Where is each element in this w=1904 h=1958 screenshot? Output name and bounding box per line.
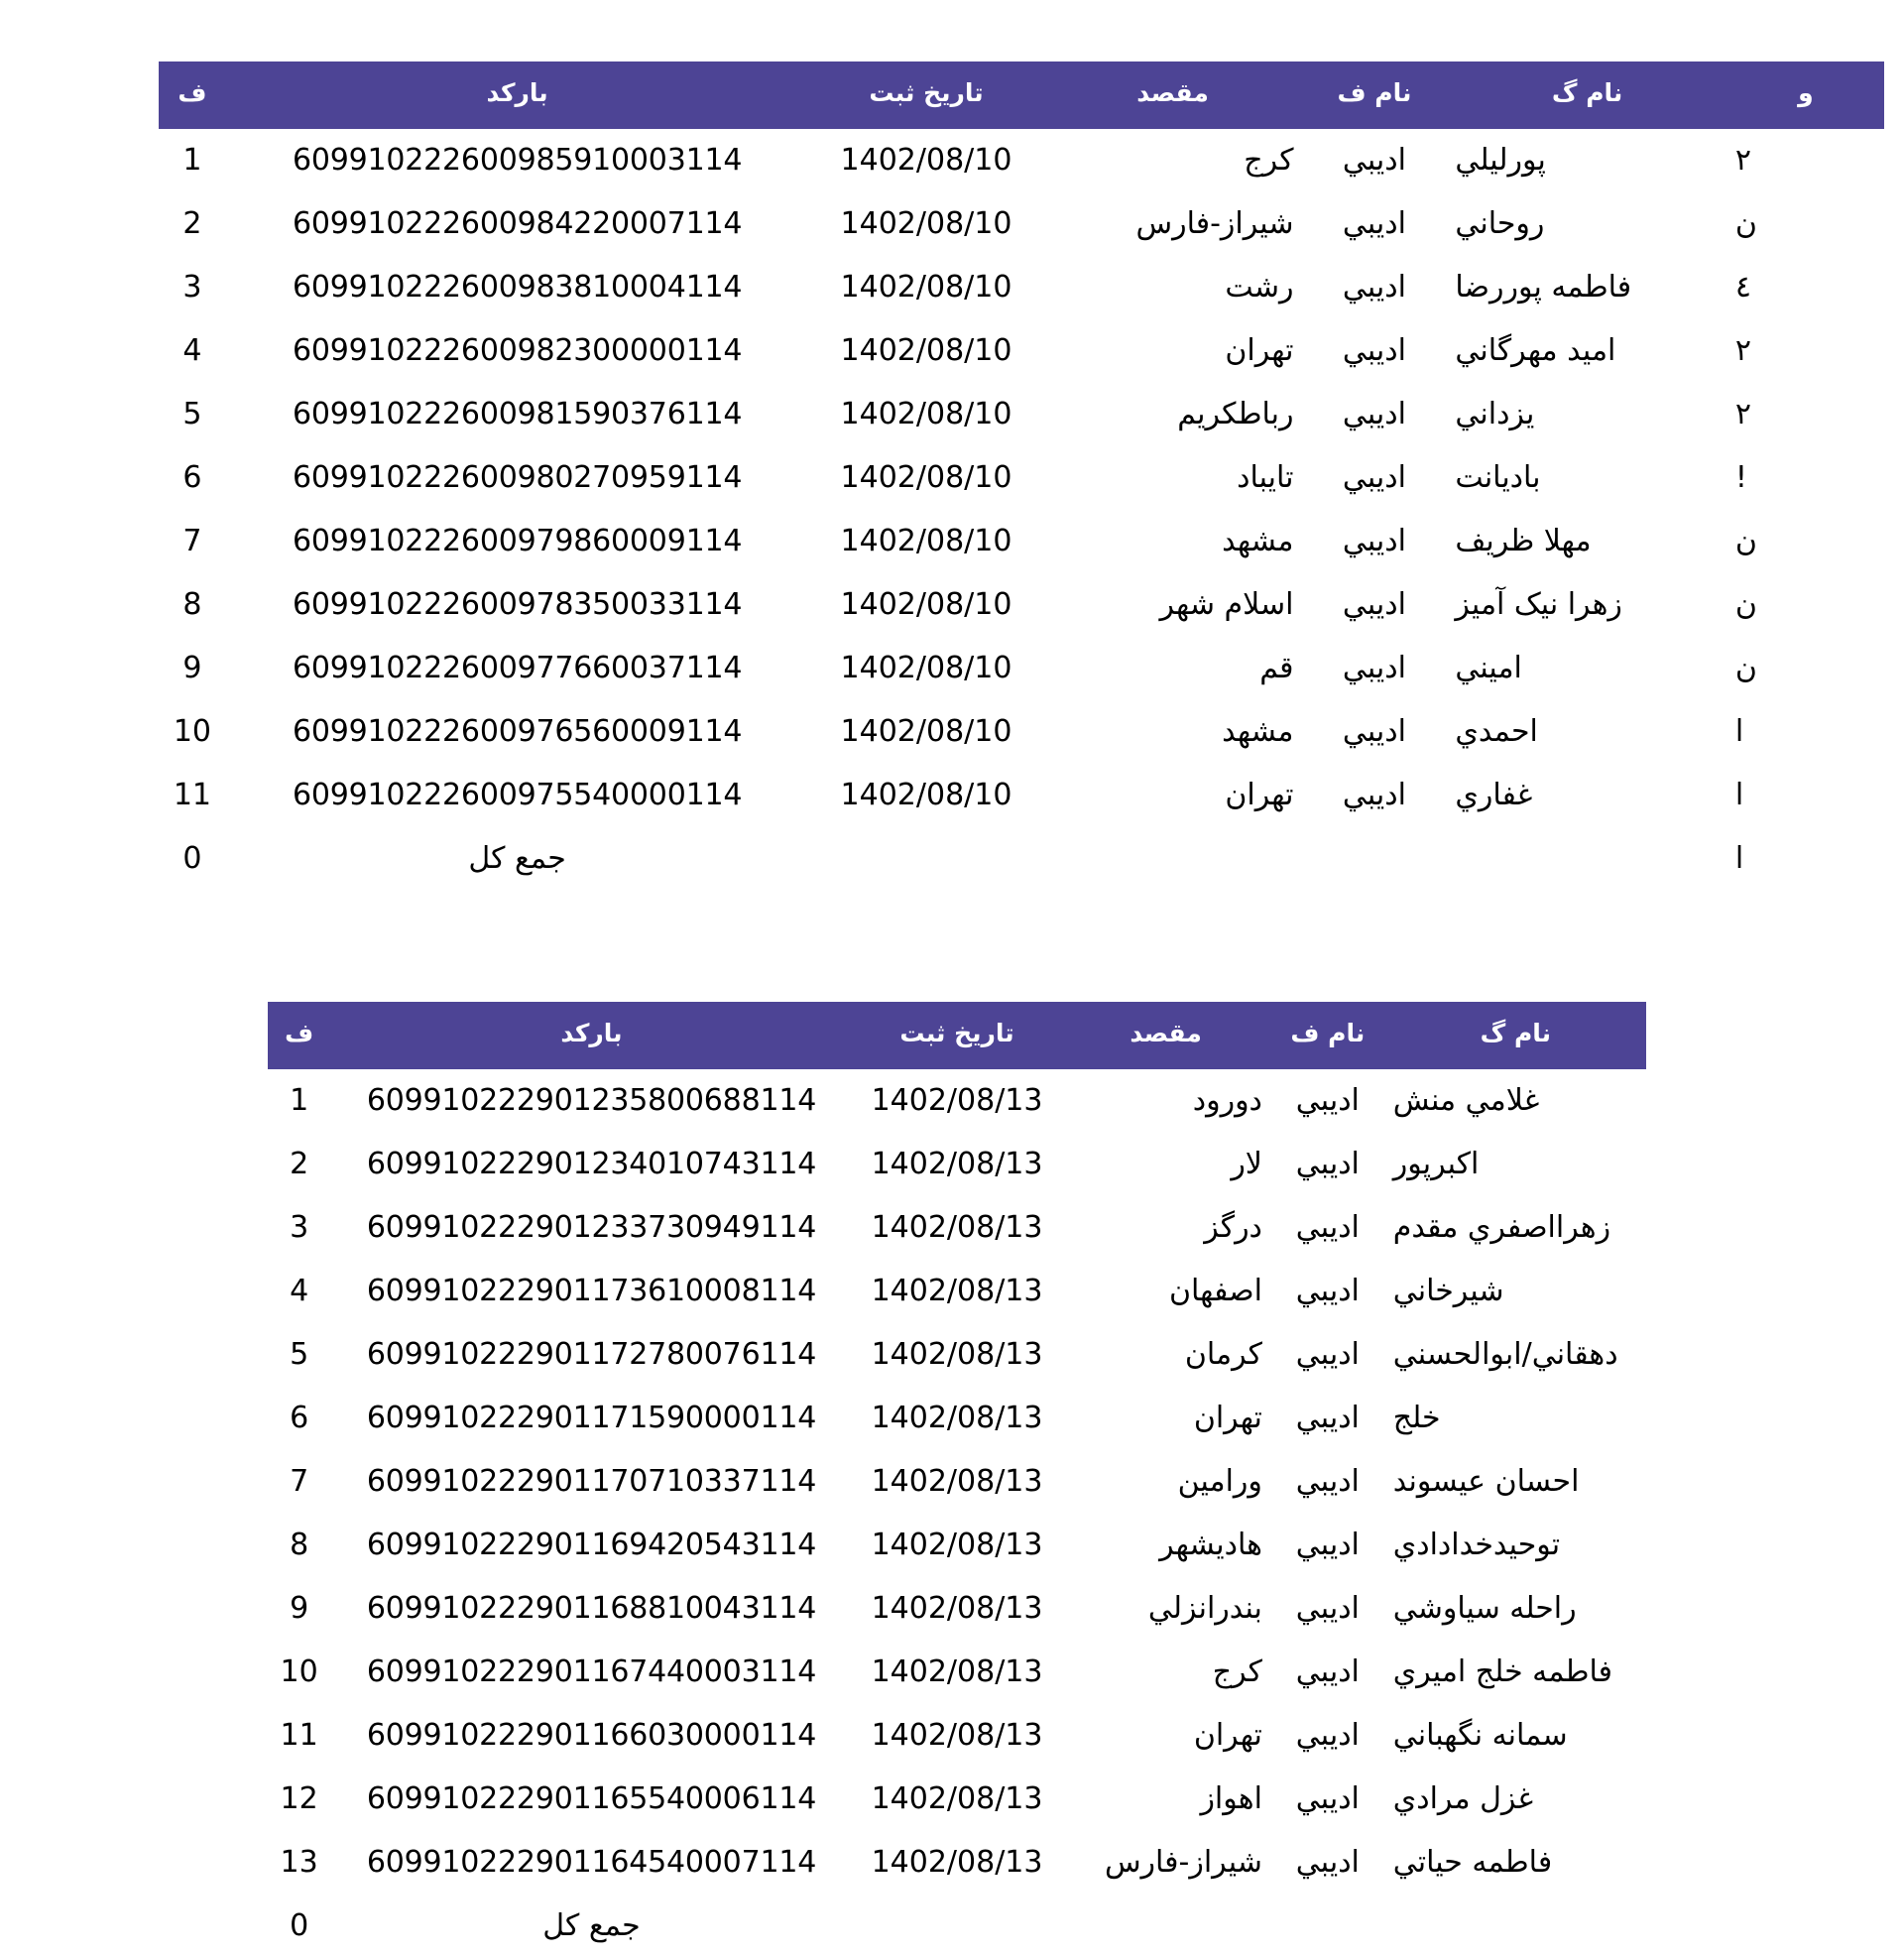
cell-date: 1402/08/13 — [871, 1590, 1043, 1626]
total-spacer — [853, 1895, 1062, 1958]
cell-name-g: زهرا نیک آمیز — [1455, 586, 1622, 622]
cell-name-f: ادیبي — [1342, 396, 1406, 431]
cell-barcode: 609910222901234010743114 — [366, 1146, 817, 1181]
cell-name-g: احسان عیسوند — [1392, 1463, 1580, 1499]
cell-name-f: ادیبي — [1342, 586, 1406, 622]
total-row — [268, 1895, 1646, 1958]
cell-name-g: بادیانت — [1455, 459, 1541, 495]
cell-name-g: فاطمه حیاتي — [1392, 1844, 1553, 1880]
cell-destination: رشت — [1225, 269, 1294, 305]
total-spacer — [1385, 1895, 1646, 1958]
cell-row-number: 2 — [182, 205, 202, 241]
table-row[interactable] — [159, 637, 1884, 700]
cell-destination: کرمان — [1184, 1336, 1262, 1372]
cell-name-f: ادیبي — [1342, 269, 1406, 305]
cell-name-g: دهقاني/ابوالحسني — [1392, 1336, 1618, 1372]
table-body — [268, 1069, 1646, 1958]
cell-row-number: 10 — [173, 713, 212, 749]
cell-date: 1402/08/13 — [871, 1209, 1043, 1245]
barcode-table — [268, 1002, 1646, 1958]
cell-name-f: ادیبي — [1295, 1209, 1360, 1245]
cell-barcode: 609910222901172780076114 — [366, 1336, 817, 1372]
table-row[interactable] — [159, 192, 1884, 256]
column-header-date[interactable]: تاریخ ثبت — [853, 1002, 1062, 1069]
cell-barcode: 609910222600977660037114 — [292, 650, 743, 685]
cell-barcode: 609910222600975540000114 — [292, 777, 743, 812]
cell-extra: ٤ — [1734, 269, 1751, 305]
table-row[interactable] — [159, 510, 1884, 573]
cell-name-f: ادیبي — [1342, 523, 1406, 558]
table-row[interactable] — [159, 700, 1884, 764]
table-header — [268, 1002, 1646, 1069]
cell-row-number: 5 — [290, 1336, 309, 1372]
header-row — [159, 61, 1884, 129]
cell-barcode: 609910222901171590000114 — [366, 1400, 817, 1435]
table-row[interactable] — [159, 573, 1884, 637]
cell-destination: تهران — [1193, 1400, 1262, 1435]
cell-date: 1402/08/10 — [840, 396, 1012, 431]
cell-destination: مشهد — [1222, 713, 1294, 749]
cell-barcode: 609910222600983810004114 — [292, 269, 743, 305]
header-row — [268, 1002, 1646, 1069]
cell-row-number: 11 — [173, 777, 212, 812]
cell-name-g: زهرااصفري مقدم — [1392, 1209, 1611, 1245]
cell-name-g: سمانه نگهباني — [1392, 1717, 1568, 1753]
total-spacer — [1061, 1895, 1270, 1958]
cell-row-number: 5 — [182, 396, 202, 431]
cell-date: 1402/08/13 — [871, 1146, 1043, 1181]
cell-row-number: 12 — [280, 1780, 318, 1816]
cell-destination: لار — [1231, 1146, 1262, 1181]
table-row[interactable] — [268, 1641, 1646, 1704]
cell-destination: کرج — [1244, 142, 1294, 178]
cell-extra: ٢ — [1734, 396, 1751, 431]
cell-barcode: 609910222901166030000114 — [366, 1717, 817, 1753]
table-row[interactable] — [268, 1133, 1646, 1196]
cell-name-g: پورلیلي — [1455, 142, 1546, 178]
cell-barcode: 609910222600981590376114 — [292, 396, 743, 431]
cell-name-f: ادیبي — [1295, 1590, 1360, 1626]
cell-row-number: 6 — [182, 459, 202, 495]
cell-name-g: غفاري — [1455, 777, 1533, 812]
table-body — [159, 129, 1884, 891]
column-header-barcode[interactable]: بارکد — [330, 1002, 853, 1069]
column-header-destination[interactable]: مقصد — [1061, 1002, 1270, 1069]
cell-barcode: 609910222600982300000114 — [292, 332, 743, 368]
report-table-2 — [268, 1002, 1646, 1958]
cell-destination: اهواز — [1200, 1780, 1262, 1816]
table-row[interactable] — [268, 1196, 1646, 1260]
cell-destination: تهران — [1225, 332, 1294, 368]
cell-extra: ٢ — [1734, 142, 1751, 178]
cell-row-number: 13 — [280, 1844, 318, 1880]
total-row-number: 0 — [182, 840, 202, 876]
total-spacer — [1447, 827, 1726, 891]
cell-name-g: فاطمه پوررضا — [1455, 269, 1632, 305]
table-row[interactable] — [268, 1831, 1646, 1895]
cell-date: 1402/08/10 — [840, 586, 1012, 622]
cell-name-f: ادیبي — [1342, 205, 1406, 241]
cell-barcode: 609910222600980270959114 — [292, 459, 743, 495]
cell-date: 1402/08/13 — [871, 1400, 1043, 1435]
cell-name-f: ادیبي — [1295, 1527, 1360, 1562]
cell-date: 1402/08/10 — [840, 777, 1012, 812]
cell-destination: مشهد — [1222, 523, 1294, 558]
cell-row-number: 7 — [182, 523, 202, 558]
cell-destination: تهران — [1193, 1717, 1262, 1753]
column-header-barcode[interactable]: بارکد — [226, 61, 809, 129]
cell-row-number: 3 — [182, 269, 202, 305]
cell-barcode: 609910222901235800688114 — [366, 1082, 817, 1118]
total-spacer — [1302, 827, 1448, 891]
column-header-destination[interactable]: مقصد — [1044, 61, 1302, 129]
cell-name-g: راحله سیاوشي — [1392, 1590, 1577, 1626]
cell-barcode: 609910222600976560009114 — [292, 713, 743, 749]
cell-extra: ن — [1734, 205, 1757, 241]
table-row[interactable] — [268, 1768, 1646, 1831]
cell-destination: کرج — [1212, 1653, 1262, 1689]
cell-destination: ورامین — [1177, 1463, 1262, 1499]
cell-destination: قم — [1259, 650, 1294, 685]
total-row — [159, 827, 1884, 891]
column-header-name-f[interactable]: نام ف — [1302, 61, 1448, 129]
cell-row-number: 11 — [280, 1717, 318, 1753]
table-row[interactable] — [268, 1514, 1646, 1577]
cell-destination: تایباد — [1237, 459, 1294, 495]
cell-barcode: 609910222901167440003114 — [366, 1653, 817, 1689]
barcode-table — [159, 61, 1884, 891]
cell-name-g: یزداني — [1455, 396, 1535, 431]
cell-row-number: 7 — [290, 1463, 309, 1499]
table-row[interactable] — [268, 1387, 1646, 1450]
cell-date: 1402/08/10 — [840, 650, 1012, 685]
cell-date: 1402/08/13 — [871, 1336, 1043, 1372]
table-row[interactable] — [268, 1704, 1646, 1768]
cell-name-g: توحیدخدادادي — [1392, 1527, 1561, 1562]
cell-barcode: 609910222600978350033114 — [292, 586, 743, 622]
cell-name-g: امیني — [1455, 650, 1522, 685]
cell-extra: ن — [1734, 650, 1757, 685]
cell-name-g: خلج — [1392, 1400, 1441, 1435]
cell-date: 1402/08/10 — [840, 713, 1012, 749]
cell-name-g: شیرخاني — [1392, 1273, 1504, 1308]
total-label: جمع کل — [542, 1907, 641, 1943]
cell-name-f: ادیبي — [1295, 1400, 1360, 1435]
cell-row-number: 4 — [290, 1273, 309, 1308]
cell-row-number: 1 — [182, 142, 202, 178]
cell-row-number: 8 — [290, 1527, 309, 1562]
total-row-number: 0 — [290, 1907, 309, 1943]
cell-name-g: احمدي — [1455, 713, 1538, 749]
total-spacer — [1270, 1895, 1385, 1958]
cell-destination: رباطکریم — [1177, 396, 1294, 431]
cell-barcode: 609910222901164540007114 — [366, 1844, 817, 1880]
cell-row-number: 9 — [182, 650, 202, 685]
cell-barcode: 609910222600984220007114 — [292, 205, 743, 241]
table-row[interactable] — [159, 446, 1884, 510]
cell-row-number: 4 — [182, 332, 202, 368]
cell-name-f: ادیبي — [1295, 1653, 1360, 1689]
cell-date: 1402/08/13 — [871, 1844, 1043, 1880]
cell-name-g: مهلا ظریف — [1455, 523, 1592, 558]
total-spacer — [808, 827, 1043, 891]
cell-destination: بندرانزلي — [1147, 1590, 1262, 1626]
column-header-name-g[interactable]: نام گ — [1447, 61, 1726, 129]
cell-row-number: 9 — [290, 1590, 309, 1626]
cell-name-f: ادیبي — [1342, 332, 1406, 368]
total-spacer — [1044, 827, 1302, 891]
cell-name-f: ادیبي — [1342, 142, 1406, 178]
cell-barcode: 609910222901165540006114 — [366, 1780, 817, 1816]
cell-name-f: ادیبي — [1295, 1336, 1360, 1372]
column-header-row-number[interactable]: ف — [159, 61, 226, 129]
table-row[interactable] — [268, 1260, 1646, 1323]
cell-date: 1402/08/10 — [840, 332, 1012, 368]
cell-destination: هادیشهر — [1159, 1527, 1262, 1562]
cell-name-f: ادیبي — [1295, 1844, 1360, 1880]
cell-extra: ا — [1734, 713, 1744, 749]
cell-destination: شیراز-فارس — [1135, 205, 1294, 241]
cell-barcode: 609910222901169420543114 — [366, 1527, 817, 1562]
cell-extra: ن — [1734, 586, 1757, 622]
cell-barcode: 609910222901168810043114 — [366, 1590, 817, 1626]
cell-name-g: اکبرپور — [1392, 1146, 1480, 1181]
table-row[interactable] — [268, 1323, 1646, 1387]
table-row[interactable] — [159, 764, 1884, 827]
cell-barcode: 609910222600979860009114 — [292, 523, 743, 558]
cell-destination: اسلام شهر — [1159, 586, 1294, 622]
cell-name-f: ادیبي — [1342, 777, 1406, 812]
table-row[interactable] — [159, 319, 1884, 383]
cell-name-f: ادیبي — [1295, 1463, 1360, 1499]
cell-barcode: 609910222901170710337114 — [366, 1463, 817, 1499]
column-header-row-number[interactable]: ف — [268, 1002, 330, 1069]
report-table-1 — [159, 61, 1884, 891]
total-extra: ا — [1734, 840, 1744, 876]
cell-row-number: 10 — [280, 1653, 318, 1689]
cell-row-number: 3 — [290, 1209, 309, 1245]
cell-name-g: غلامي منش — [1392, 1082, 1540, 1118]
table-row[interactable] — [159, 256, 1884, 319]
cell-destination: شیراز-فارس — [1104, 1844, 1262, 1880]
cell-extra: ٢ — [1734, 332, 1751, 368]
cell-row-number: 8 — [182, 586, 202, 622]
cell-barcode: 609910222600985910003114 — [292, 142, 743, 178]
total-label: جمع کل — [468, 840, 566, 876]
cell-date: 1402/08/10 — [840, 269, 1012, 305]
cell-date: 1402/08/13 — [871, 1463, 1043, 1499]
cell-name-f: ادیبي — [1342, 650, 1406, 685]
cell-destination: تهران — [1225, 777, 1294, 812]
cell-barcode: 609910222901173610008114 — [366, 1273, 817, 1308]
cell-name-g: روحاني — [1455, 205, 1545, 241]
cell-name-g: امید مهرگاني — [1455, 332, 1616, 368]
table-row[interactable] — [268, 1577, 1646, 1641]
cell-destination: درگز — [1204, 1209, 1262, 1245]
cell-destination: دورود — [1192, 1082, 1262, 1118]
cell-date: 1402/08/10 — [840, 142, 1012, 178]
cell-barcode: 609910222901233730949114 — [366, 1209, 817, 1245]
column-header-date[interactable]: تاریخ ثبت — [808, 61, 1043, 129]
table-row[interactable] — [159, 129, 1884, 192]
cell-name-f: ادیبي — [1295, 1082, 1360, 1118]
column-header-name-f[interactable]: نام ف — [1270, 1002, 1385, 1069]
cell-name-f: ادیبي — [1295, 1717, 1360, 1753]
cell-date: 1402/08/10 — [840, 459, 1012, 495]
cell-name-f: ادیبي — [1295, 1273, 1360, 1308]
cell-date: 1402/08/13 — [871, 1780, 1043, 1816]
column-header-extra[interactable]: و — [1727, 61, 1884, 129]
cell-extra: ا — [1734, 777, 1744, 812]
cell-name-g: فاطمه خلج امیري — [1392, 1653, 1612, 1689]
cell-name-f: ادیبي — [1295, 1146, 1360, 1181]
cell-date: 1402/08/13 — [871, 1653, 1043, 1689]
table-row[interactable] — [268, 1450, 1646, 1514]
cell-date: 1402/08/13 — [871, 1717, 1043, 1753]
cell-name-g: غزل مرادي — [1392, 1780, 1534, 1816]
cell-destination: اصفهان — [1168, 1273, 1262, 1308]
cell-date: 1402/08/10 — [840, 205, 1012, 241]
cell-date: 1402/08/13 — [871, 1082, 1043, 1118]
cell-date: 1402/08/10 — [840, 523, 1012, 558]
cell-date: 1402/08/13 — [871, 1527, 1043, 1562]
cell-name-f: ادیبي — [1342, 713, 1406, 749]
table-header — [159, 61, 1884, 129]
cell-row-number: 6 — [290, 1400, 309, 1435]
table-row[interactable] — [159, 383, 1884, 446]
cell-extra: ! — [1734, 459, 1747, 495]
cell-extra: ن — [1734, 523, 1757, 558]
column-header-name-g[interactable]: نام گ — [1385, 1002, 1646, 1069]
table-row[interactable] — [268, 1069, 1646, 1133]
cell-row-number: 2 — [290, 1146, 309, 1181]
cell-date: 1402/08/13 — [871, 1273, 1043, 1308]
cell-row-number: 1 — [290, 1082, 309, 1118]
cell-name-f: ادیبي — [1342, 459, 1406, 495]
cell-name-f: ادیبي — [1295, 1780, 1360, 1816]
